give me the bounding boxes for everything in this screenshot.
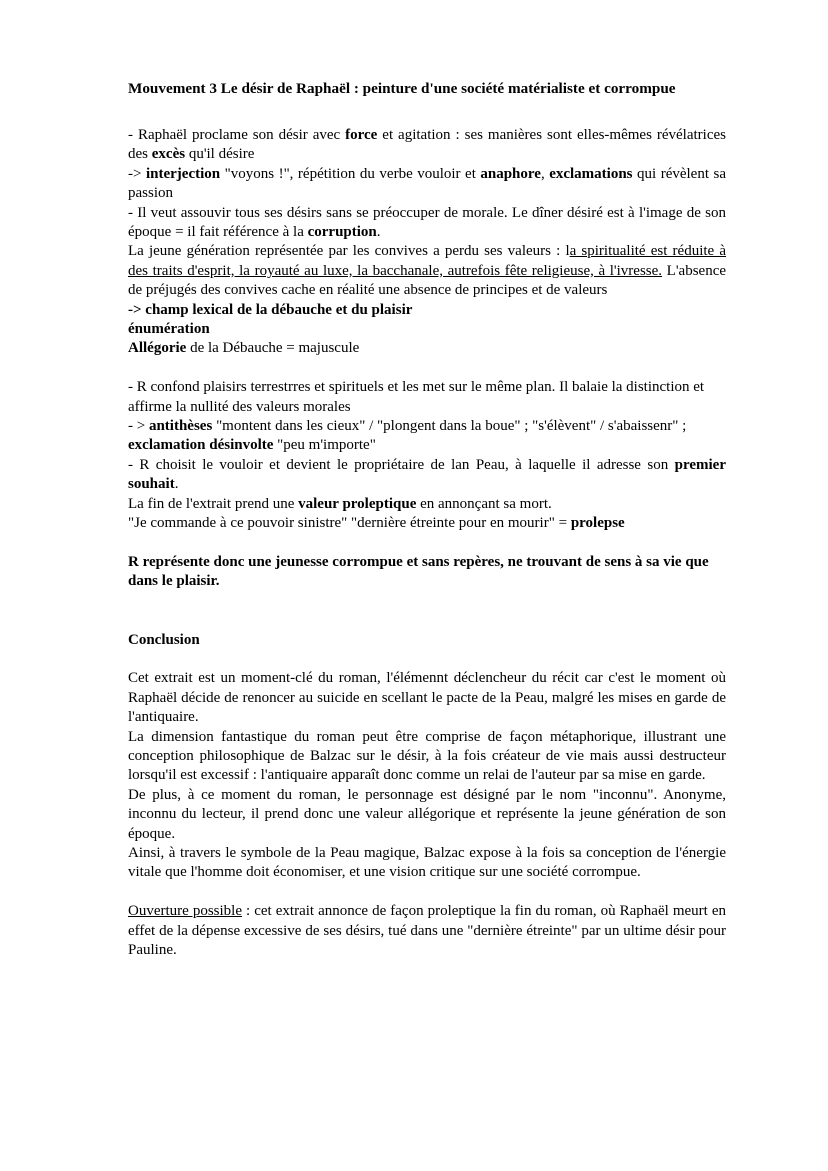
- paragraph-interjection: -> interjection "voyons !", répétition du verbe vouloir et anaphore, exclamations qui révèlent sa passion: [128, 165, 726, 202]
- paragraph-synthese: R représente donc une jeunesse corrompue et sans repères, ne trouvant de sens à sa vie que dans le plaisir.: [128, 553, 709, 590]
- paragraph-plaisirs: - R confond plaisirs terrestrres et spirituels et les met sur le même plan. Il balaie la distinction et affirme la nullité des valeurs morales: [128, 379, 705, 415]
- paragraph-vouloir: - R choisit le vouloir et devient le propriétaire de lan Peau, à laquelle il adresse son premier souhait.: [128, 456, 726, 493]
- paragraph-jeune-generation: La jeune génération représentée par les convives a perdu ses valeurs : la spiritualité est réduite à des traits d'esprit, la royauté au luxe, la bacchanale, autrefois fête religieuse, à l'ivresse. L'absence de préjugés des convives cache en réalité une absence de principes et de valeurs: [128, 243, 727, 299]
- paragraph-desire-force: - Raphaël proclame son désir avec force et agitation : ses manières sont elles-mêmes révélatrices des excès qu'il désire: [128, 127, 726, 163]
- paragraph-enumeration: énumération: [128, 321, 210, 338]
- conclusion-paragraph-inconnu: De plus, à ce moment du roman, le personnage est désigné par le nom "inconnu". Anonyme, inconnu du lecteur, il prend donc une valeur allégorique et représente la jeune génération de son époque.: [128, 786, 726, 842]
- paragraph-morale: - Il veut assouvir tous ses désirs sans se préoccuper de morale. Le dîner désiré est à l'image de son époque = il fait référence à la corruption.: [128, 204, 726, 241]
- paragraph-allegorie: Allégorie de la Débauche = majuscule: [128, 340, 360, 357]
- paragraph-champ-lexical: -> champ lexical de la débauche et du plaisir: [128, 301, 413, 318]
- paragraph-prolepse: "Je commande à ce pouvoir sinistre" "dernière étreinte pour en mourir" = prolepse: [128, 515, 625, 532]
- ouverture-paragraph: Ouverture possible : cet extrait annonce de façon proleptique la fin du roman, où Raphaël meurt en effet de la dépense excessive de ses désirs, tué dans une "dernière étreinte" par un ultime désir pour Pauline.: [128, 903, 726, 958]
- conclusion-paragraph-moment-cle: Cet extrait est un moment-clé du roman, l'élémennt déclencheur du récit car c'est le moment où Raphaël décide de renoncer au suicide en scellant le pacte de la Peau, malgré les mises en garde de l'antiquaire.: [128, 670, 726, 726]
- page-title: Mouvement 3 Le désir de Raphaël : peinture d'une société matérialiste et corrompue: [128, 80, 676, 97]
- conclusion-heading: Conclusion: [128, 631, 200, 648]
- document-body: [128, 126, 726, 960]
- conclusion-paragraph-fantastique: La dimension fantastique du roman peut être comprise de façon métaphorique, illustrant une conception philosophique de Balzac sur le désir, à la fois créateur de vie mais aussi destructeur lorsqu'il est excessif : l'antiquaire apparaît donc comme un relai de l'auteur par sa mise en garde.: [128, 728, 726, 784]
- ouverture-label: Ouverture possible: [128, 903, 243, 920]
- paragraph-proleptique: La fin de l'extrait prend une valeur proleptique en annonçant sa mort.: [128, 495, 552, 512]
- conclusion-paragraph-peau-magique: Ainsi, à travers le symbole de la Peau magique, Balzac expose à la fois sa conception de l'énergie vitale que l'homme doit économiser, et une vision critique sur une société corrompue.: [128, 844, 726, 881]
- paragraph-antitheses: - > antithèses "montent dans les cieux" / "plongent dans la boue" ; "s'élèvent" / s'abaissenr" ; exclamation désinvolte "peu m'importe": [128, 418, 687, 454]
